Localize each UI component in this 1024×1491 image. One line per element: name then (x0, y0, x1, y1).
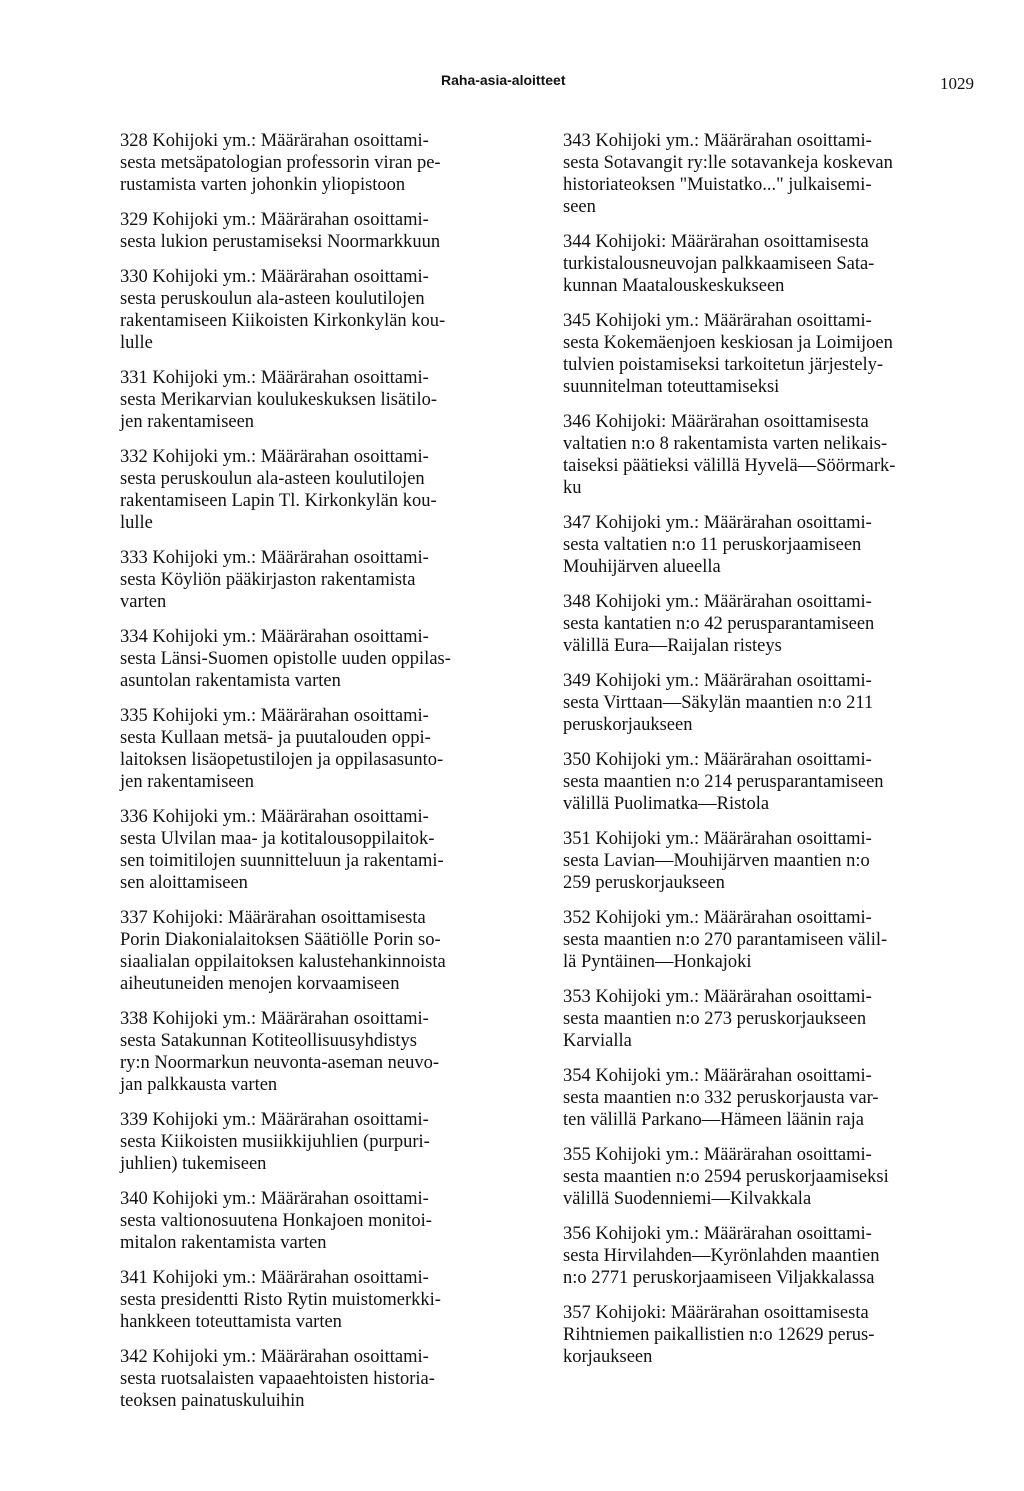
entry-line: 259 peruskorjaukseen (563, 873, 725, 893)
motion-entry (563, 1302, 983, 1368)
entry-line: lä Pyntäinen—Honkajoki (563, 952, 752, 972)
motion-entry (120, 547, 515, 613)
entry-line: hankkeen toteuttamista varten (120, 1312, 342, 1332)
entry-line: välillä Puolimatka—Ristola (563, 794, 770, 814)
motion-entry (120, 1267, 515, 1333)
entry-line: jan palkkausta varten (120, 1075, 278, 1095)
motion-entry (563, 231, 983, 297)
entry-line: sesta valtionosuutena Honkajoen monitoi- (120, 1211, 432, 1231)
motion-entry (563, 986, 983, 1052)
entry-line: historiateoksen "Muistatko..." julkaisemi- (563, 175, 872, 195)
motion-entry (563, 670, 983, 736)
entry-line: mitalon rakentamista varten (120, 1233, 327, 1253)
entry-line: juhlien) tukemiseen (120, 1154, 267, 1174)
motion-entry (563, 591, 983, 657)
motion-entry (120, 1346, 515, 1412)
page-number: 1029 (940, 74, 974, 93)
entry-line: välillä Eura—Raijalan risteys (563, 636, 782, 656)
running-title: Raha-asia-aloitteet (441, 72, 566, 88)
entry-line: ku (563, 478, 582, 498)
entry-line: 328 Kohijoki ym.: Määrärahan osoittami- (120, 131, 429, 151)
entry-line: valtatien n:o 8 rakentamista varten nelikais- (563, 434, 888, 454)
entry-line: taiseksi päätieksi välillä Hyvelä—Söörmark- (563, 456, 896, 476)
entry-line: 347 Kohijoki ym.: Määrärahan osoittami- (563, 513, 872, 533)
motion-entry (120, 1109, 515, 1175)
right-column (563, 130, 983, 1381)
entry-line: jen rakentamiseen (120, 772, 255, 792)
motion-entry (563, 907, 983, 973)
entry-line: sesta Kullaan metsä- ja puutalouden oppi- (120, 728, 431, 748)
entry-line: seen (563, 197, 596, 217)
entry-line: sesta maantien n:o 214 perusparantamiseen (563, 772, 884, 792)
motion-entry (120, 446, 515, 534)
entry-line: sesta valtatien n:o 11 peruskorjaamiseen (563, 535, 862, 555)
entry-line: 355 Kohijoki ym.: Määrärahan osoittami- (563, 1145, 872, 1165)
left-column (120, 130, 515, 1425)
entry-line: n:o 2771 peruskorjaamiseen Viljakkalassa (563, 1268, 875, 1288)
entry-line: turkistalousneuvojan palkkaamiseen Sata- (563, 254, 875, 274)
entry-line: sesta Länsi-Suomen opistolle uuden oppilas- (120, 649, 451, 669)
entry-line: sesta lukion perustamiseksi Noormarkkuun (120, 232, 441, 252)
entry-line: 340 Kohijoki ym.: Määrärahan osoittami- (120, 1189, 429, 1209)
entry-line: 346 Kohijoki: Määrärahan osoittamisesta (563, 412, 869, 432)
entry-line: Karvialla (563, 1031, 632, 1051)
entry-line: suunnitelman toteuttamiseksi (563, 377, 780, 397)
motion-entry (120, 1188, 515, 1254)
entry-line: välillä Suodenniemi—Kilvakkala (563, 1189, 812, 1209)
entry-line: 356 Kohijoki ym.: Määrärahan osoittami- (563, 1224, 872, 1244)
entry-line: 332 Kohijoki ym.: Määrärahan osoittami- (120, 447, 429, 467)
entry-line: rakentamiseen Lapin Tl. Kirkonkylän kou- (120, 491, 437, 511)
motion-entry (563, 411, 983, 499)
motion-entry (563, 310, 983, 398)
entry-line: 339 Kohijoki ym.: Määrärahan osoittami- (120, 1110, 429, 1130)
entry-line: 353 Kohijoki ym.: Määrärahan osoittami- (563, 987, 872, 1007)
entry-line: 354 Kohijoki ym.: Määrärahan osoittami- (563, 1066, 872, 1086)
motion-entry (563, 749, 983, 815)
entry-line: 345 Kohijoki ym.: Määrärahan osoittami- (563, 311, 872, 331)
entry-line: lulle (120, 333, 153, 353)
entry-line: sesta Kokemäenjoen keskiosan ja Loimijoen (563, 333, 893, 353)
entry-line: ten välillä Parkano—Hämeen läänin raja (563, 1110, 865, 1130)
entry-line: sesta peruskoulun ala-asteen koulutilojen (120, 469, 425, 489)
motion-entry (120, 806, 515, 894)
entry-line: rustamista varten johonkin yliopistoon (120, 175, 406, 195)
entry-line: sesta Kiikoisten musiikkijuhlien (purpuri- (120, 1132, 430, 1152)
entry-line: sesta ruotsalaisten vapaaehtoisten historia- (120, 1369, 435, 1389)
entry-line: sesta Köyliön pääkirjaston rakentamista (120, 570, 416, 590)
entry-line: sesta maantien n:o 2594 peruskorjaamiseksi (563, 1167, 889, 1187)
entry-line: sesta Sotavangit ry:lle sotavankeja koskevan (563, 153, 893, 173)
entry-line: Rihtniemen paikallistien n:o 12629 perus- (563, 1325, 875, 1345)
page-header (0, 72, 1024, 96)
entry-line: asuntolan rakentamista varten (120, 671, 341, 691)
entry-line: 357 Kohijoki: Määrärahan osoittamisesta (563, 1303, 869, 1323)
motion-entry (563, 1223, 983, 1289)
entry-line: 348 Kohijoki ym.: Määrärahan osoittami- (563, 592, 872, 612)
entry-line: 351 Kohijoki ym.: Määrärahan osoittami- (563, 829, 872, 849)
entry-line: sesta Virttaan—Säkylän maantien n:o 211 (563, 693, 874, 713)
entry-line: Mouhijärven alueella (563, 557, 721, 577)
entry-line: 331 Kohijoki ym.: Määrärahan osoittami- (120, 368, 429, 388)
entry-line: 338 Kohijoki ym.: Määrärahan osoittami- (120, 1009, 429, 1029)
entry-line: varten (120, 592, 167, 612)
motion-entry (563, 512, 983, 578)
entry-line: sesta metsäpatologian professorin viran pe- (120, 153, 441, 173)
motion-entry (563, 1144, 983, 1210)
entry-line: 336 Kohijoki ym.: Määrärahan osoittami- (120, 807, 429, 827)
motion-entry (120, 209, 515, 253)
entry-line: ry:n Noormarkun neuvonta-aseman neuvo- (120, 1053, 440, 1073)
entry-line: 341 Kohijoki ym.: Määrärahan osoittami- (120, 1268, 429, 1288)
entry-line: sen aloittamiseen (120, 873, 248, 893)
entry-line: 350 Kohijoki ym.: Määrärahan osoittami- (563, 750, 872, 770)
entry-line: sesta maantien n:o 273 peruskorjaukseen (563, 1009, 867, 1029)
entry-line: sesta presidentti Risto Rytin muistomerkki- (120, 1290, 441, 1310)
entry-line: 334 Kohijoki ym.: Määrärahan osoittami- (120, 627, 429, 647)
motion-entry (120, 367, 515, 433)
motion-entry (120, 907, 515, 995)
entry-line: 343 Kohijoki ym.: Määrärahan osoittami- (563, 131, 872, 151)
entry-line: sesta kantatien n:o 42 perusparantamiseen (563, 614, 875, 634)
entry-line: sesta Ulvilan maa- ja kotitalousoppilaitok- (120, 829, 435, 849)
entry-line: tulvien poistamiseksi tarkoitetun järjestely- (563, 355, 884, 375)
entry-line: teoksen painatuskuluihin (120, 1391, 305, 1411)
entry-line: jen rakentamiseen (120, 412, 255, 432)
entry-line: kunnan Maatalouskeskukseen (563, 276, 785, 296)
entry-line: 342 Kohijoki ym.: Määrärahan osoittami- (120, 1347, 429, 1367)
entry-line: 335 Kohijoki ym.: Määrärahan osoittami- (120, 706, 429, 726)
motion-entry (120, 266, 515, 354)
entry-line: 329 Kohijoki ym.: Määrärahan osoittami- (120, 210, 429, 230)
entry-line: sesta Hirvilahden—Kyrönlahden maantien (563, 1246, 880, 1266)
entry-line: sesta peruskoulun ala-asteen koulutilojen (120, 289, 425, 309)
entry-line: sesta Lavian—Mouhijärven maantien n:o (563, 851, 870, 871)
entry-line: korjaukseen (563, 1347, 653, 1367)
entry-line: 349 Kohijoki ym.: Määrärahan osoittami- (563, 671, 872, 691)
entry-line: aiheutuneiden menojen korvaamiseen (120, 974, 400, 994)
entry-line: siaalialan oppilaitoksen kalustehankinnoista (120, 952, 446, 972)
entry-line: lulle (120, 513, 153, 533)
entry-line: peruskorjaukseen (563, 715, 693, 735)
motion-entry (120, 1008, 515, 1096)
entry-line: 344 Kohijoki: Määrärahan osoittamisesta (563, 232, 869, 252)
entry-line: rakentamiseen Kiikoisten Kirkonkylän kou- (120, 311, 446, 331)
motion-entry (563, 130, 983, 218)
entry-line: sesta Satakunnan Kotiteollisuusyhdistys (120, 1031, 418, 1051)
motion-entry (120, 626, 515, 692)
motion-entry (120, 130, 515, 196)
motion-entry (120, 705, 515, 793)
entry-line: 337 Kohijoki: Määrärahan osoittamisesta (120, 908, 426, 928)
entry-line: sesta maantien n:o 332 peruskorjausta var- (563, 1088, 879, 1108)
entry-line: sesta Merikarvian koulukeskuksen lisätilo- (120, 390, 438, 410)
entry-line: 352 Kohijoki ym.: Määrärahan osoittami- (563, 908, 872, 928)
entry-line: sesta maantien n:o 270 parantamiseen välil- (563, 930, 888, 950)
entry-line: laitoksen lisäopetustilojen ja oppilasasunto- (120, 750, 444, 770)
entry-line: 333 Kohijoki ym.: Määrärahan osoittami- (120, 548, 429, 568)
motion-entry (563, 1065, 983, 1131)
entry-line: sen toimitilojen suunnitteluun ja rakentami- (120, 851, 444, 871)
entry-line: Porin Diakonialaitoksen Säätiölle Porin so- (120, 930, 441, 950)
entry-line: 330 Kohijoki ym.: Määrärahan osoittami- (120, 267, 429, 287)
motion-entry (563, 828, 983, 894)
